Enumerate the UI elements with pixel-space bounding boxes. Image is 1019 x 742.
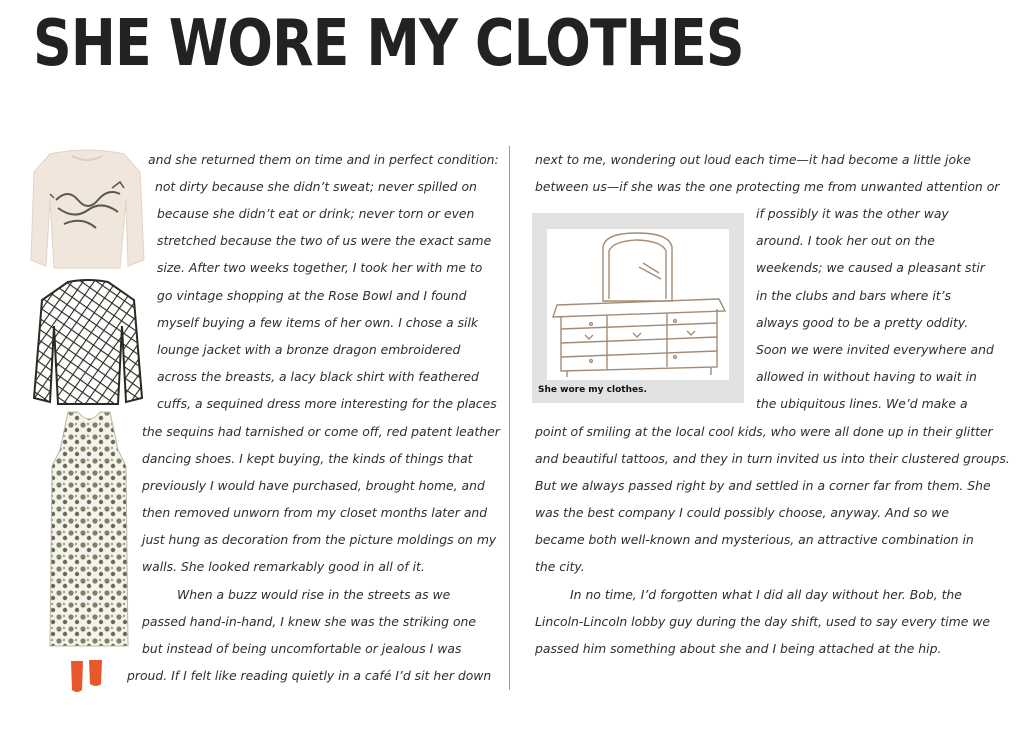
right-line-17: In no time, I’d forgotten what I did all day without her. Bob, the bbox=[570, 587, 962, 602]
right-line-4: around. I took her out on the bbox=[756, 233, 935, 248]
right-line-15: became both well-known and mysterious, an attractive combination in bbox=[535, 532, 974, 547]
left-line-10: cuffs, a sequined dress more interesting for the places bbox=[157, 396, 497, 411]
red-shoes-illustration bbox=[68, 658, 108, 696]
right-line-8: Soon we were invited everywhere and bbox=[756, 342, 994, 357]
left-line-13: previously I would have purchased, brought home, and bbox=[142, 478, 485, 493]
right-line-2: between us—if she was the one protecting me from unwanted attention or bbox=[535, 179, 1000, 194]
right-line-16: the city. bbox=[535, 559, 585, 574]
right-line-19: passed him something about she and I being attached at the hip. bbox=[535, 641, 942, 656]
left-line-12: dancing shoes. I kept buying, the kinds of things that bbox=[142, 451, 473, 466]
figure-frame bbox=[532, 213, 744, 403]
left-shoe bbox=[71, 661, 83, 692]
left-line-14: then removed unworn from my closet months later and bbox=[142, 505, 488, 520]
left-line-18: passed hand-in-hand, I knew she was the striking one bbox=[142, 614, 477, 629]
dress-body bbox=[50, 412, 128, 646]
right-line-5: weekends; we caused a pleasant stir bbox=[756, 260, 985, 275]
sequin-dress-illustration bbox=[44, 410, 134, 654]
jacket-body bbox=[31, 150, 144, 268]
shirt-body bbox=[34, 280, 142, 404]
right-line-13: But we always passed right by and settled in a corner far from them. She bbox=[535, 478, 991, 493]
left-line-16: walls. She looked remarkably good in all of it. bbox=[142, 559, 425, 574]
left-line-4: stretched because the two of us were the exact same bbox=[157, 233, 492, 248]
left-line-2: not dirty because she didn’t sweat; never spilled on bbox=[155, 179, 477, 194]
left-line-9: across the breasts, a lacy black shirt with feathered bbox=[157, 369, 479, 384]
right-line-12: and beautiful tattoos, and they in turn invited us into their clustered groups. bbox=[535, 451, 1010, 466]
left-line-11: the sequins had tarnished or come off, red patent leather bbox=[142, 424, 500, 439]
right-line-3: if possibly it was the other way bbox=[756, 206, 949, 221]
right-line-10: the ubiquitous lines. We’d make a bbox=[756, 396, 968, 411]
left-line-3: because she didn’t eat or drink; never torn or even bbox=[157, 206, 475, 221]
left-line-8: lounge jacket with a bronze dragon embroidered bbox=[157, 342, 461, 357]
right-shoe bbox=[89, 660, 102, 686]
left-line-7: myself buying a few items of her own. I chose a silk bbox=[157, 315, 479, 330]
column-divider bbox=[509, 146, 510, 690]
vanity-dresser-illustration bbox=[547, 229, 729, 380]
left-line-5: size. After two weeks together, I took her with me to bbox=[157, 260, 483, 275]
figure-caption: She wore my clothes. bbox=[538, 385, 647, 395]
dresser-top bbox=[553, 299, 725, 317]
right-line-9: allowed in without having to wait in bbox=[756, 369, 977, 384]
lacy-shirt-illustration bbox=[30, 278, 146, 406]
right-line-14: was the best company I could possibly choose, anyway. And so we bbox=[535, 505, 950, 520]
dragon-jacket-illustration bbox=[28, 148, 146, 270]
left-line-19: but instead of being uncomfortable or jealous I was bbox=[142, 641, 462, 656]
right-line-7: always good to be a pretty oddity. bbox=[756, 315, 969, 330]
left-line-17: When a buzz would rise in the streets as we bbox=[177, 587, 451, 602]
right-line-11: point of smiling at the local cool kids, who were all done up in their glitter bbox=[535, 424, 993, 439]
left-line-1: and she returned them on time and in perfect condition: bbox=[148, 152, 499, 167]
left-line-6: go vintage shopping at the Rose Bowl and I found bbox=[157, 288, 467, 303]
right-line-18: Lincoln-Lincoln lobby guy during the day shift, used to say every time we bbox=[535, 614, 991, 629]
right-line-6: in the clubs and bars where it’s bbox=[756, 288, 952, 303]
right-line-1: next to me, wondering out loud each time—it had become a little joke bbox=[535, 152, 971, 167]
mirror-frame bbox=[603, 233, 672, 301]
left-line-15: just hung as decoration from the picture moldings on my bbox=[142, 532, 497, 547]
article-title: SHE WORE MY CLOTHES bbox=[33, 7, 744, 81]
left-line-20: proud. If I felt like reading quietly in a café I’d sit her down bbox=[127, 668, 492, 683]
figure-image bbox=[547, 229, 729, 380]
